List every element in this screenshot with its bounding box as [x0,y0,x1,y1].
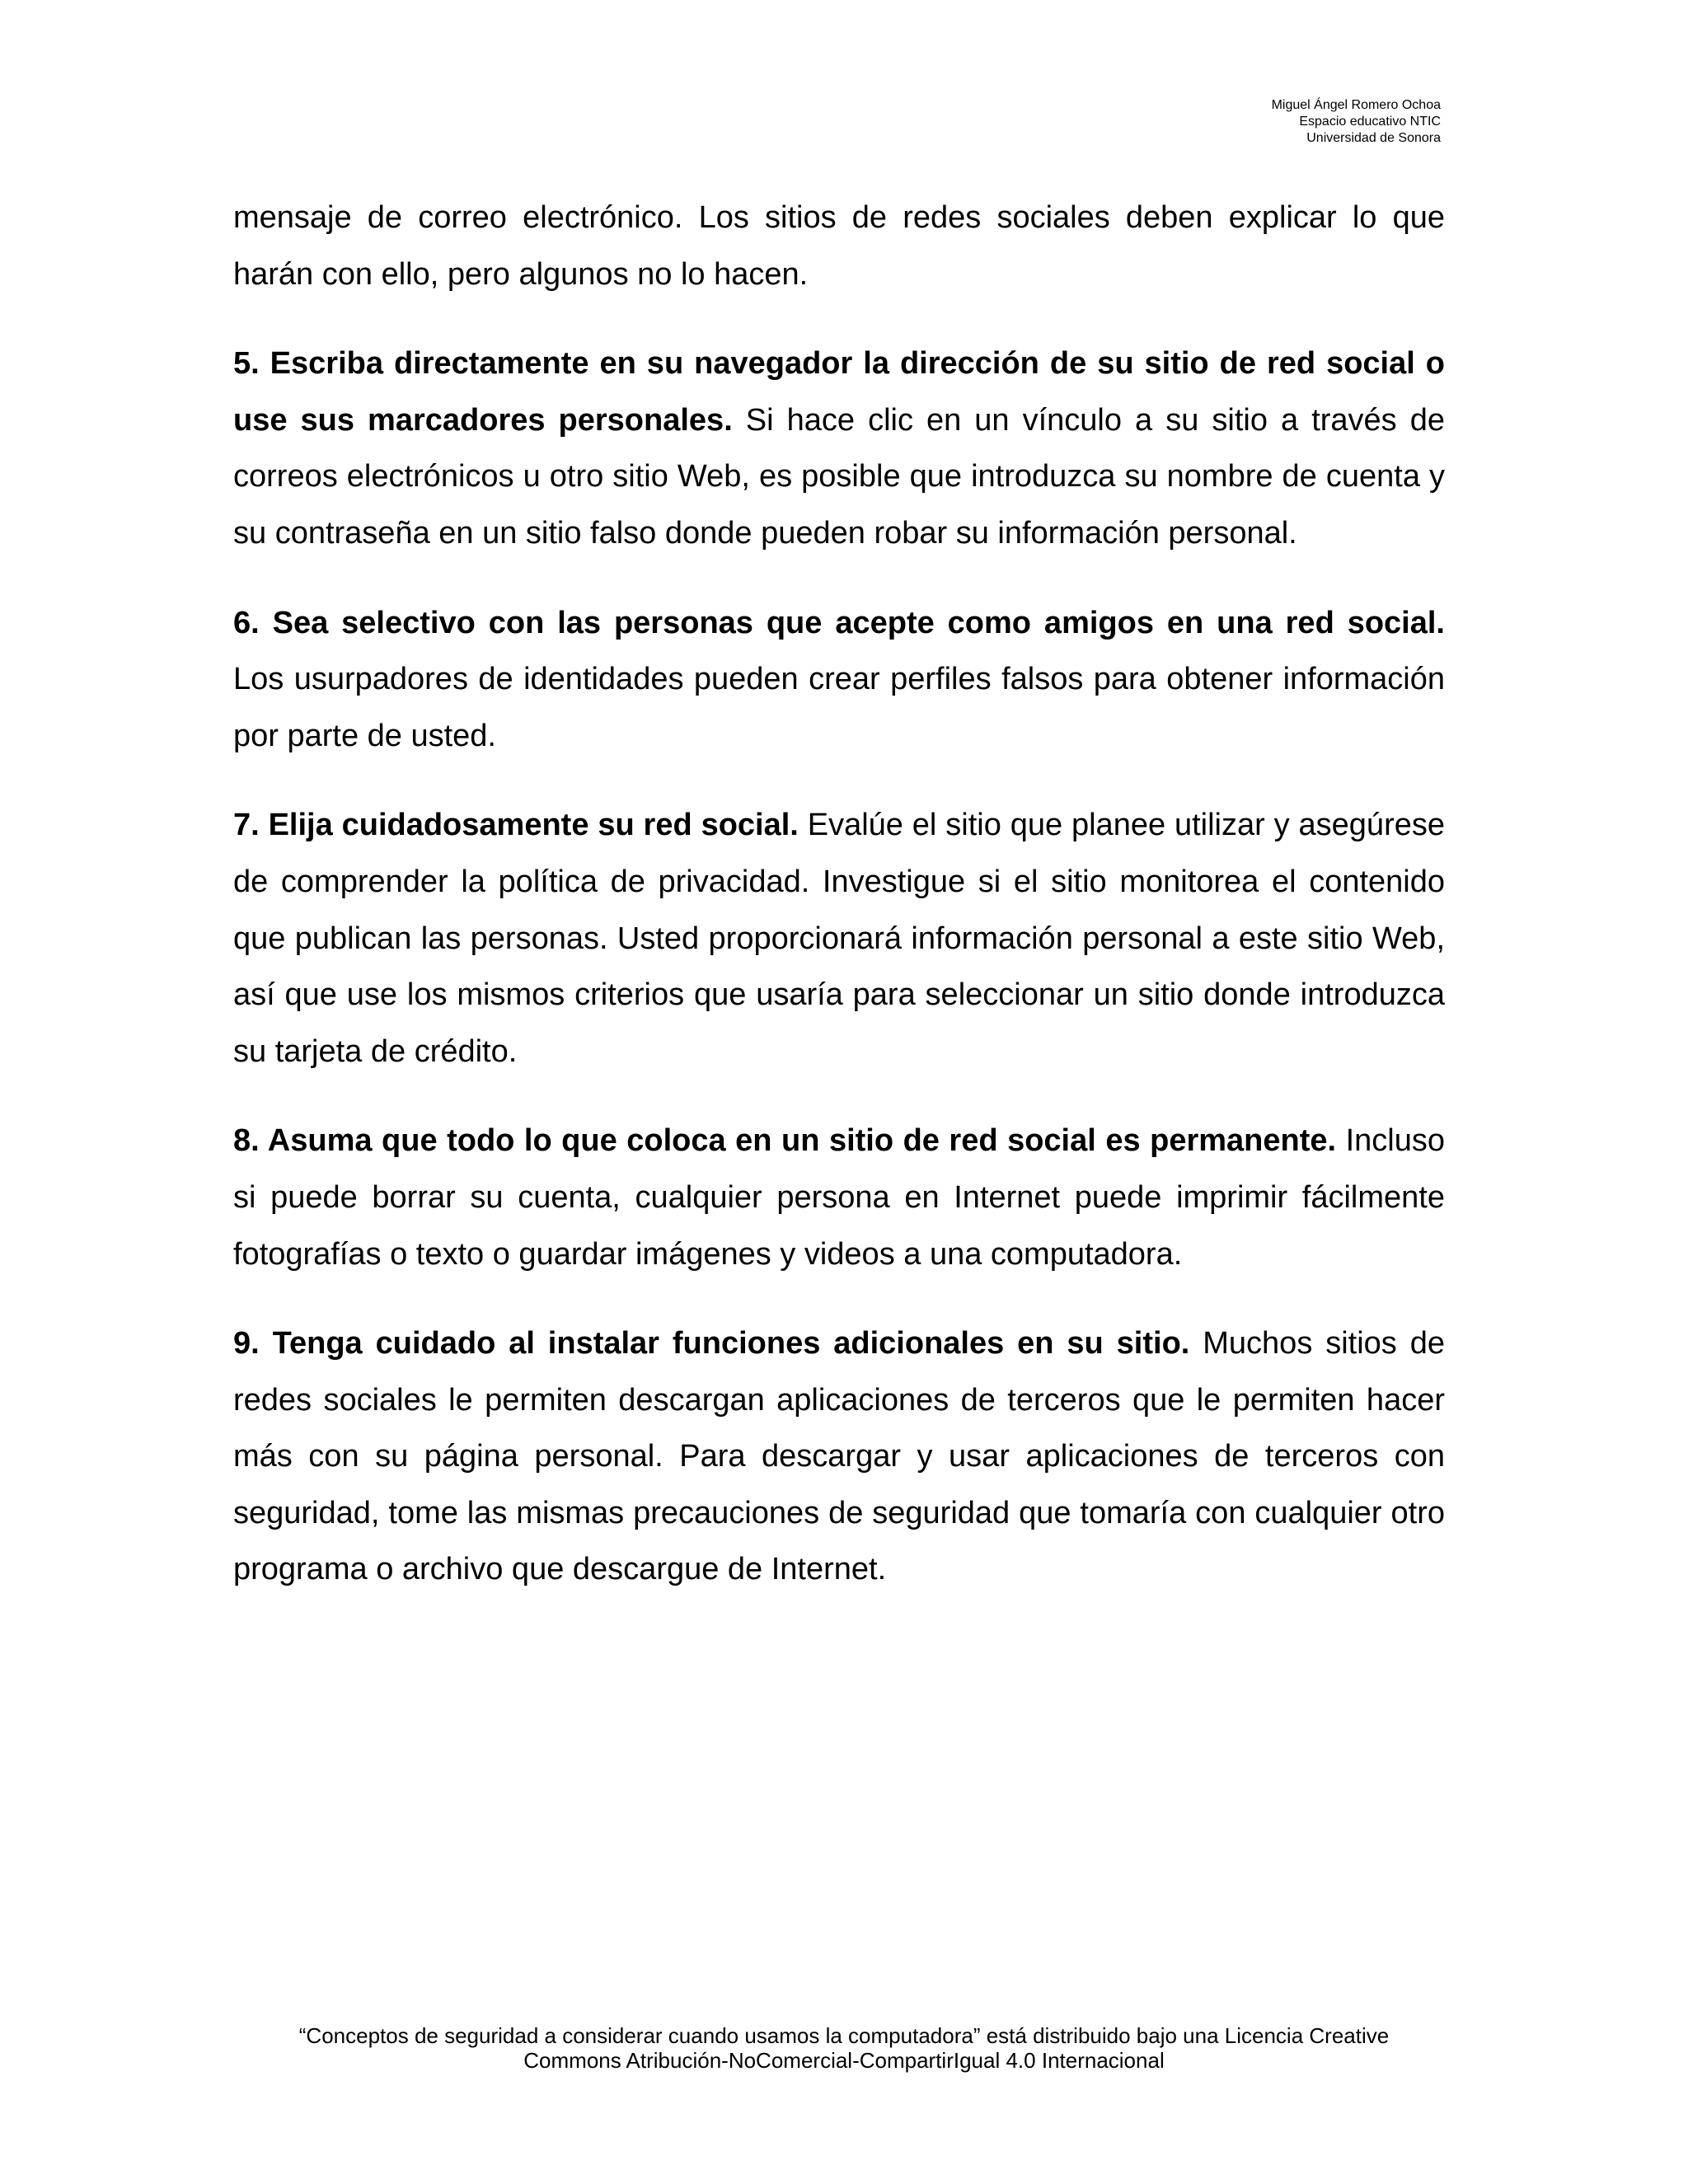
document-body [233,190,1445,1631]
footer-line-1: “Conceptos de seguridad a considerar cuando usamos la computadora” está distribuido bajo una Licencia Creative [298,2023,1390,2048]
footer-line-2: Commons Atribución-NoComercial-CompartirIgual 4.0 Internacional [523,2048,1165,2073]
paragraph-text: mensaje de correo electrónico. Los sitios de redes sociales deben explicar lo que harán con ello, pero algunos no lo hacen. [233,200,1445,292]
header-space: Espacio educativo NTIC [1299,115,1441,129]
license-footer [0,2023,1688,2073]
paragraph-lead: 5. Escriba directamente en su navegador la dirección de su sitio de red social o use sus marcadores personales. [233,346,1445,438]
page-header [1272,97,1441,147]
paragraph-tip-6 [233,595,1445,765]
paragraph-tip-5 [233,335,1445,561]
paragraph-lead: 6. Sea selectivo con las personas que acepte como amigos en una red social. [233,605,1445,640]
header-institution: Universidad de Sonora [1306,131,1441,145]
paragraph-lead: 8. Asuma que todo lo que coloca en un sitio de red social es permanente. [233,1123,1337,1159]
paragraph-tip-8 [233,1113,1445,1282]
paragraph-continuation [233,190,1445,302]
header-author: Miguel Ángel Romero Ochoa [1271,98,1441,112]
paragraph-text: Incluso si puede borrar su cuenta, cualquier persona en Internet puede imprimir fácilmente fotografías o texto o guardar imágenes y videos a una computadora. [233,1123,1445,1272]
paragraph-text: Los usurpadores de identidades pueden crear perfiles falsos para obtener información por parte de usted. [233,662,1445,753]
paragraph-text: Muchos sitios de redes sociales le permiten descargan aplicaciones de terceros que le permiten hacer más con su página personal. Para descargar y usar aplicaciones de terceros con seguridad, tome las mismas precauciones de seguridad que tomaría con cualquier otro programa o archivo que descargue de Internet. [233,1326,1445,1587]
paragraph-text: Evalúe el sitio que planee utilizar y asegúrese de comprender la política de privacidad. Investigue si el sitio monitorea el contenido que publican las personas. Usted proporcionará información personal a este sitio Web, así que use los mismos criterios que usaría para seleccionar un sitio donde introduzca su tarjeta de crédito. [233,808,1445,1069]
paragraph-tip-9 [233,1315,1445,1598]
paragraph-lead: 9. Tenga cuidado al instalar funciones adicionales en su sitio. [233,1326,1190,1361]
paragraph-tip-7 [233,797,1445,1080]
paragraph-text: Si hace clic en un vínculo a su sitio a través de correos electrónicos u otro sitio Web, es posible que introduzca su nombre de cuenta y su contraseña en un sitio falso donde pueden robar su información personal. [233,402,1445,551]
paragraph-lead: 7. Elija cuidadosamente su red social. [233,808,799,843]
